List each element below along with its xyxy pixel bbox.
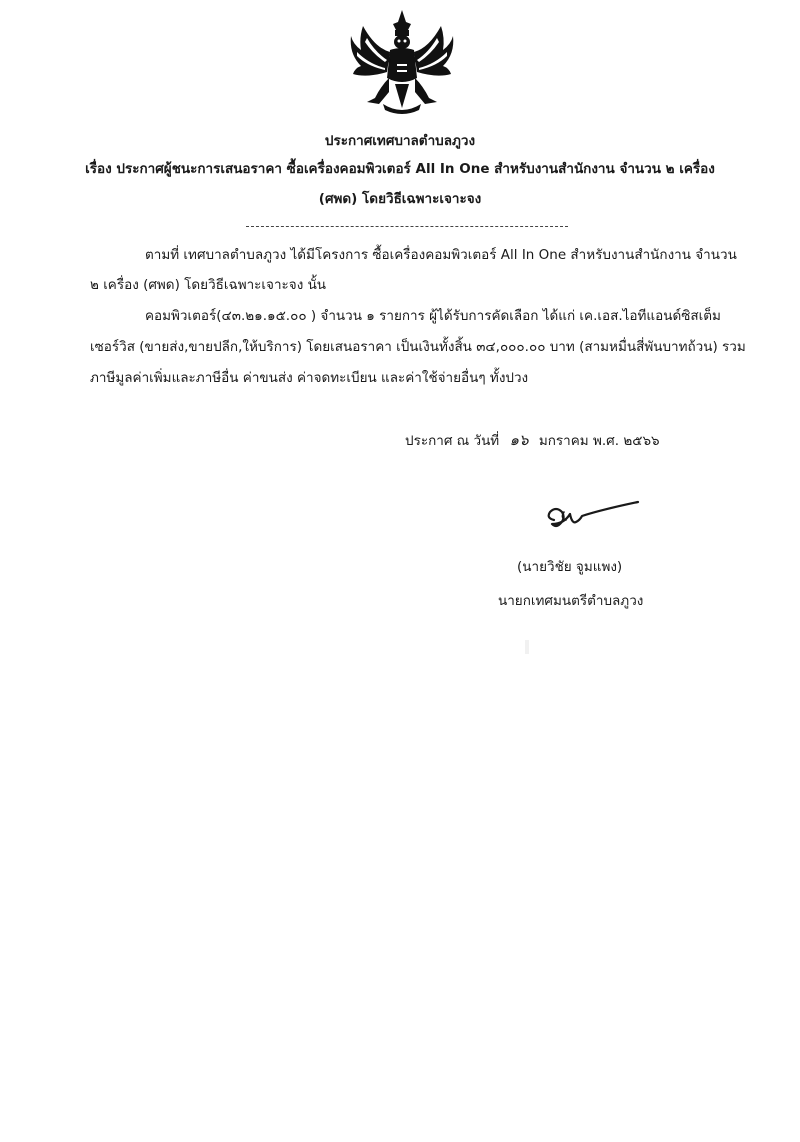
paragraph1-line2: ๒ เครื่อง (ศพด) โดยวิธีเฉพาะเจาะจง นั้น	[90, 277, 327, 293]
signatory-position: นายกเทศมนตรีตำบลภูวง	[498, 593, 644, 609]
announcement-subject-line2: (ศพด) โดยวิธีเฉพาะเจาะจง	[318, 191, 482, 207]
separator-line	[246, 226, 568, 227]
announcement-subject-line1: เรื่อง ประกาศผู้ชนะการเสนอราคา ซื้อเครื่องคอมพิวเตอร์ All In One สำหรับงานสำนักงาน จำนวน ๒ เครื่อง	[85, 161, 715, 177]
handwritten-signature-icon	[540, 498, 640, 538]
announcement-title: ประกาศเทศบาลตำบลภูวง	[324, 133, 476, 149]
announcement-date	[405, 430, 660, 451]
paragraph2-line2: เซอร์วิส (ขายส่ง,ขายปลีก,ให้บริการ) โดยเสนอราคา เป็นเงินทั้งสิ้น ๓๔,๐๐๐.๐๐ บาท (สามหมื่นสี่พันบาทถ้วน) รวม	[90, 339, 746, 355]
scan-artifact	[525, 640, 529, 654]
paragraph2-line3: ภาษีมูลค่าเพิ่มและภาษีอื่น ค่าขนส่ง ค่าจดทะเบียน และค่าใช้จ่ายอื่นๆ ทั้งปวง	[90, 370, 529, 386]
paragraph1-line1: ตามที่ เทศบาลตำบลภูวง ได้มีโครงการ ซื้อเครื่องคอมพิวเตอร์ All In One สำหรับงานสำนักงาน จำนวน	[145, 247, 737, 263]
date-day: ๑๖	[509, 431, 529, 449]
paragraph2-line1: คอมพิวเตอร์(๔๓.๒๑.๑๕.๐๐ ) จำนวน ๑ รายการ ผู้ได้รับการคัดเลือก ได้แก่ เค.เอส.ไอทีแอนด์ซิสเต็ม	[145, 308, 721, 324]
date-month-year: มกราคม พ.ศ. ๒๕๖๖	[538, 433, 660, 449]
garuda-emblem-icon	[345, 8, 460, 118]
signatory-name: (นายวิชัย จูมแพง)	[517, 559, 623, 575]
date-prefix: ประกาศ ณ วันที่	[405, 433, 500, 449]
